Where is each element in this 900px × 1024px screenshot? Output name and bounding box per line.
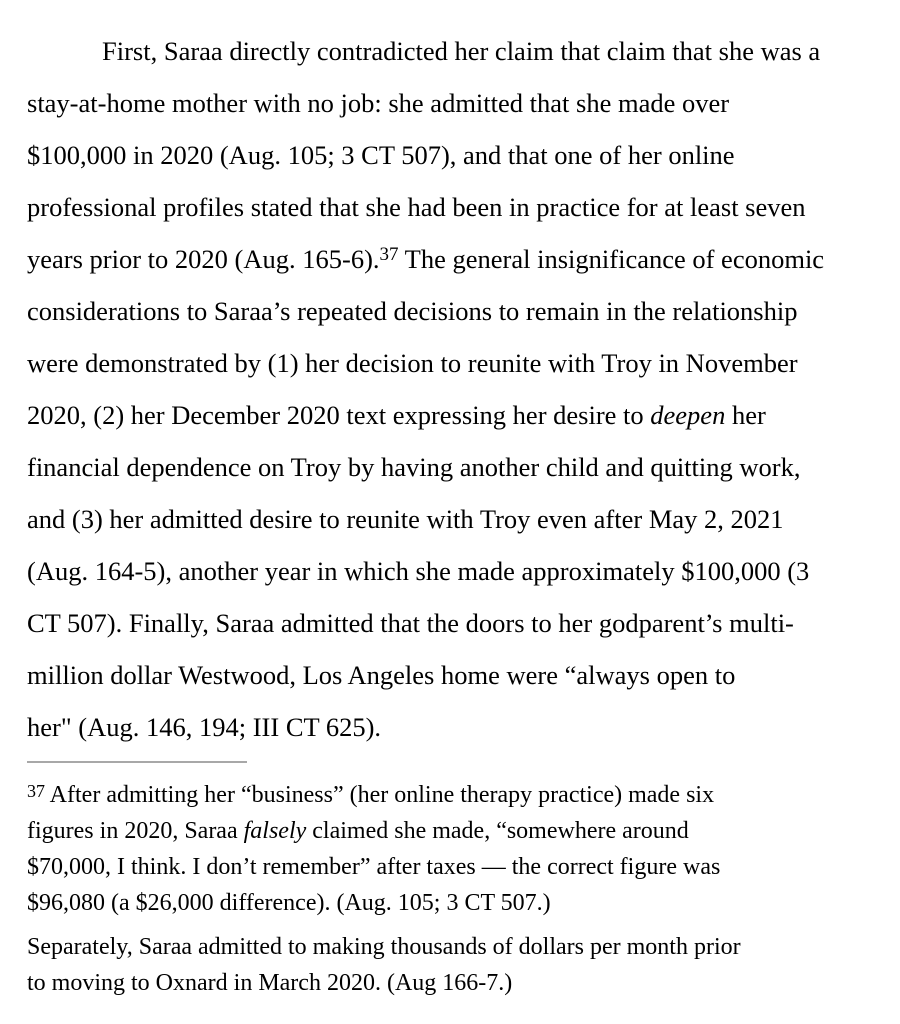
text-segment: years prior to 2020 (Aug. 165-6). [27, 244, 380, 274]
footnote-text-line [27, 813, 874, 849]
text-segment: and (3) her admitted desire to reunite with Troy even after May 2, 2021 [27, 504, 784, 534]
body-text-line [27, 597, 874, 649]
text-segment: CT 507). Finally, Saraa admitted that the doors to her godparent’s multi- [27, 608, 794, 638]
footnote-section [27, 777, 874, 1001]
text-segment: million dollar Westwood, Los Angeles home were “always open to [27, 660, 736, 690]
text-segment: $100,000 in 2020 (Aug. 105; 3 CT 507), and that one of her online [27, 140, 735, 170]
footnote-separator [27, 761, 247, 763]
text-segment: her" (Aug. 146, 194; III CT 625). [27, 712, 382, 742]
body-text-line [27, 337, 874, 389]
text-segment: figures in 2020, Saraa [27, 818, 244, 844]
text-segment: considerations to Saraa’s repeated decisions to remain in the relationship [27, 296, 798, 326]
footnote-text-line [27, 929, 874, 965]
emphasized-text: deepen [650, 400, 726, 430]
text-segment: (Aug. 164-5), another year in which she made approximately $100,000 (3 [27, 556, 810, 586]
body-text-line [27, 493, 874, 545]
body-text-line [27, 701, 874, 753]
footnote-reference-number: 37 [379, 244, 399, 265]
body-text-line [27, 129, 874, 181]
main-paragraph [27, 25, 874, 753]
footnote-text-line [27, 965, 874, 1001]
emphasized-text: falsely [243, 818, 307, 844]
text-segment: The general insignificance of economic [398, 244, 825, 274]
body-text-line [27, 545, 874, 597]
body-text-line [27, 233, 874, 285]
text-segment: After admitting her “business” (her online therapy practice) made six [45, 782, 715, 808]
body-text-line [27, 389, 874, 441]
body-text-line [27, 441, 874, 493]
text-segment: 2020, (2) her December 2020 text expressing her desire to [27, 400, 651, 430]
footnote-paragraph-1 [27, 777, 874, 921]
text-segment: professional profiles stated that she had been in practice for at least seven [27, 192, 806, 222]
text-segment: financial dependence on Troy by having another child and quitting work, [27, 452, 801, 482]
footnote-text-line [27, 777, 874, 813]
footnote-paragraph-2 [27, 929, 874, 1001]
text-segment: Separately, Saraa admitted to making thousands of dollars per month prior [27, 934, 741, 960]
text-segment: were demonstrated by (1) her decision to reunite with Troy in November [27, 348, 798, 378]
body-text-line [27, 285, 874, 337]
body-text-line [27, 25, 874, 77]
text-segment: First, Saraa directly contradicted her claim that claim that she was a [102, 36, 821, 66]
text-segment: to moving to Oxnard in March 2020. (Aug 166-7.) [27, 970, 513, 996]
footnote-text-line [27, 885, 874, 921]
body-text-line [27, 649, 874, 701]
footnote-marker-number: 37 [27, 781, 45, 801]
text-segment: $70,000, I think. I don’t remember” after taxes — the correct figure was [27, 854, 721, 880]
text-segment: $96,080 (a $26,000 difference). (Aug. 105; 3 CT 507.) [27, 890, 551, 916]
footnote-text-line [27, 849, 874, 885]
body-text-line [27, 77, 874, 129]
text-segment: her [725, 400, 766, 430]
body-text-line [27, 181, 874, 233]
text-segment: claimed she made, “somewhere around [306, 818, 689, 844]
text-segment: stay-at-home mother with no job: she admitted that she made over [27, 88, 730, 118]
